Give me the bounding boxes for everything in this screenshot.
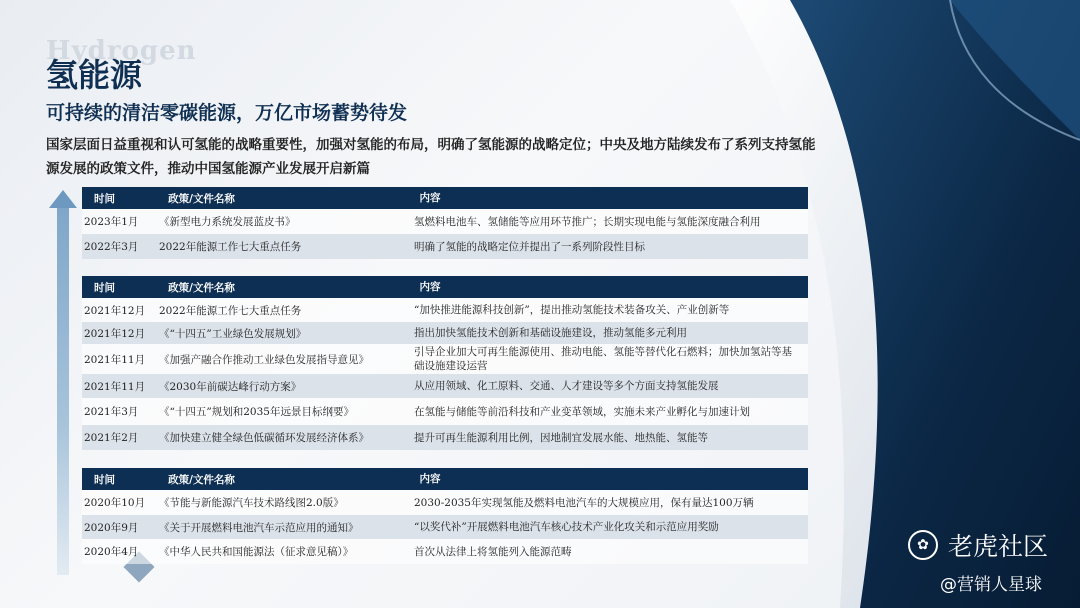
cell-time: 2020年4月 <box>84 546 139 558</box>
cell-content: 2030-2035年实现氢能及燃料电池汽车的大规模应用，保有量达100万辆 <box>414 496 754 509</box>
cell-time: 2022年3月 <box>84 241 139 253</box>
cell-policy: 《“十四五”工业绿色发展规划》 <box>159 327 307 340</box>
page-title: 氢能源 <box>46 56 143 94</box>
cell-policy: 《加快建立健全绿色低碳循环发展经济体系》 <box>159 432 369 444</box>
header-content: 内容 <box>419 473 441 485</box>
cell-time: 2021年3月 <box>84 406 139 418</box>
table-row <box>82 298 808 322</box>
cell-policy: 《新型电力系统发展蓝皮书》 <box>159 216 296 228</box>
table-row <box>82 515 808 539</box>
header-time: 时间 <box>94 473 115 486</box>
cell-content: “加快推进能源科技创新”，提出推动氢能技术装备攻关、产业创新等 <box>414 304 730 316</box>
header-time: 时间 <box>94 281 115 294</box>
header-content: 内容 <box>419 281 441 293</box>
cell-time: 2021年2月 <box>84 432 139 444</box>
cell-policy: 《节能与新能源汽车技术路线图2.0版》 <box>159 497 344 509</box>
table-header <box>82 187 808 209</box>
table-row <box>82 209 808 234</box>
cell-content: “以奖代补”开展燃料电池汽车核心技术产业化攻关和示范应用奖励 <box>414 521 719 533</box>
table-row <box>82 490 808 515</box>
table-row <box>82 539 808 564</box>
cell-policy: 《关于开展燃料电池汽车示范应用的通知》 <box>159 521 359 534</box>
cell-time: 2021年11月 <box>84 353 146 366</box>
cell-time: 2021年12月 <box>84 304 146 317</box>
cell-content: 明确了氢能的战略定位并提出了一系列阶段性目标 <box>414 240 645 253</box>
cell-content: 从应用领域、化工原料、交通、人才建设等多个方面支持氢能发展 <box>414 380 719 392</box>
policy-table-2021 <box>82 276 808 450</box>
table-row <box>82 344 808 374</box>
brand-logo <box>908 527 1048 563</box>
header-policy: 政策/文件名称 <box>168 281 235 294</box>
cell-policy: 2022年能源工作七大重点任务 <box>159 304 302 317</box>
cell-time: 2021年12月 <box>84 327 146 340</box>
header-policy: 政策/文件名称 <box>168 192 235 205</box>
brand-name: 老虎社区 <box>948 532 1049 561</box>
cell-content: 氢燃料电池车、氢储能等应用环节推广；长期实现电能与氢能深度融合利用 <box>414 215 761 228</box>
page-subtitle: 可持续的清洁零碳能源，万亿市场蓄势待发 <box>46 102 408 124</box>
cell-content: 指出加快氢能技术创新和基础设施建设，推动氢能多元利用 <box>414 327 687 339</box>
cell-time: 2020年10月 <box>84 497 146 509</box>
policy-table-2022-2023 <box>82 187 808 259</box>
table-row <box>82 322 808 344</box>
header-time: 时间 <box>94 192 115 205</box>
watermark-hydrogen: Hydrogen <box>46 36 197 66</box>
cell-policy: 《2030年前碳达峰行动方案》 <box>159 380 302 393</box>
intro-paragraph: 国家层面日益重视和认可氢能的战略重要性，加强对氢能的布局，明确了氢能源的战略定位；中央及地方陆续发布了系列支持氢能源发展的政策文件，推动中国氢能源产业发展开启新篇 <box>46 137 816 177</box>
timeline-arrow-head-icon <box>49 190 77 208</box>
table-header <box>82 276 808 298</box>
cell-content: 首次从法律上将氢能列入能源范畴 <box>414 545 572 558</box>
cell-time: 2020年9月 <box>84 521 139 534</box>
cell-content: 引导企业加大可再生能源使用、推动电能、氢能等替代化石燃料；加快加氢站等基础设施建设运营 <box>414 346 792 372</box>
cell-content: 在氢能与储能等前沿科技和产业变革领域，实施未来产业孵化与加速计划 <box>414 405 750 418</box>
header-policy: 政策/文件名称 <box>168 473 235 486</box>
table-row <box>82 425 808 450</box>
timeline-arrow-shaft <box>57 205 69 575</box>
table-row <box>82 234 808 259</box>
cell-time: 2021年11月 <box>84 380 146 393</box>
table-header <box>82 468 808 490</box>
tiger-community-icon: ✿ <box>908 530 938 560</box>
table-row <box>82 398 808 425</box>
table-row <box>82 374 808 398</box>
cell-policy: 《中华人民共和国能源法（征求意见稿）》 <box>159 546 354 558</box>
header-content: 内容 <box>419 192 441 204</box>
cell-content: 提升可再生能源利用比例，因地制宜发展水能、地热能、氢能等 <box>414 431 708 444</box>
policy-table-2020 <box>82 468 808 564</box>
cell-policy: 2022年能源工作七大重点任务 <box>159 241 302 253</box>
cell-policy: 《加强产融合作推动工业绿色发展指导意见》 <box>159 353 369 366</box>
author-credit: @营销人星球 <box>940 575 1042 595</box>
cell-time: 2023年1月 <box>84 216 139 228</box>
cell-policy: 《“十四五”规划和2035年远景目标纲要》 <box>159 406 354 418</box>
